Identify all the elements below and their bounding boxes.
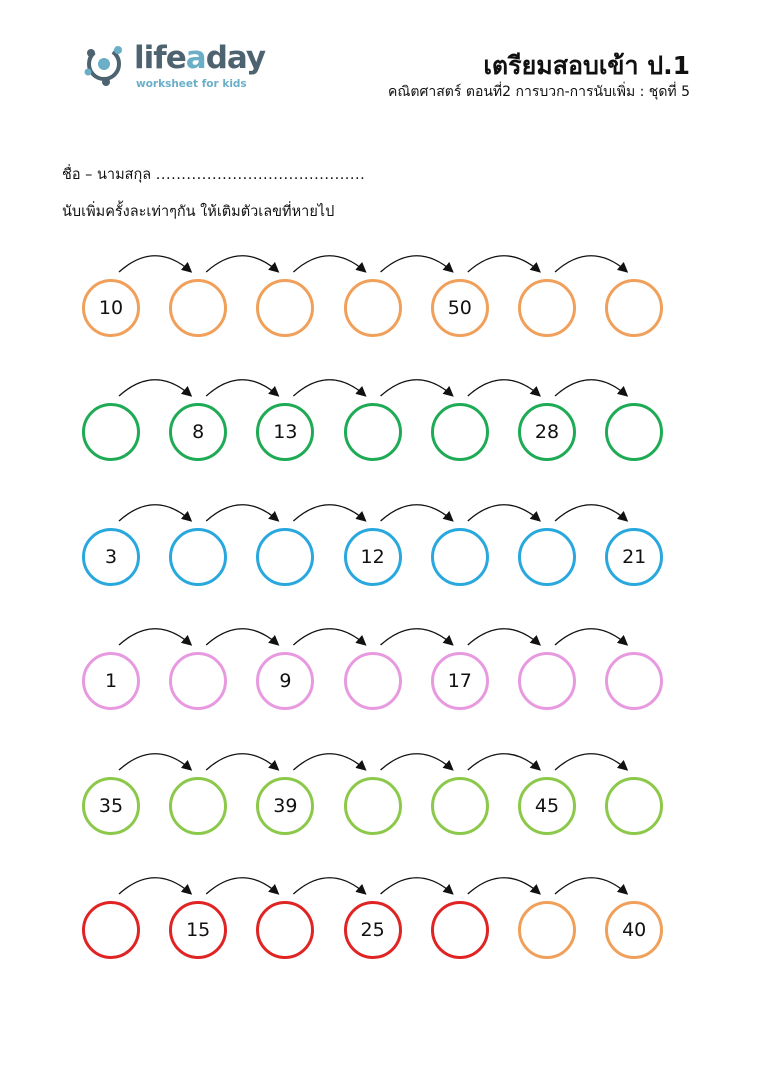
- arrow-icon: [555, 753, 626, 769]
- blank-answer-circle[interactable]: [431, 528, 489, 586]
- number-circle: 8: [169, 403, 227, 461]
- number-circle: 39: [256, 777, 314, 835]
- blank-answer-circle[interactable]: [82, 403, 140, 461]
- arrow-icon: [468, 256, 539, 272]
- blank-answer-circle[interactable]: [431, 777, 489, 835]
- worksheet-subtitle: คณิตศาสตร์ ตอนที่2 การบวก-การนับเพิ่ม : ชุดที่ 5: [388, 84, 690, 100]
- arrow-icon: [293, 256, 364, 272]
- name-dots: .........................................: [155, 167, 366, 183]
- blank-answer-circle[interactable]: [605, 279, 663, 337]
- arrow-icon: [293, 380, 364, 396]
- number-circle: 9: [256, 652, 314, 710]
- arrow-icon: [381, 505, 452, 521]
- arrow-icon: [206, 878, 277, 894]
- number-circle: 35: [82, 777, 140, 835]
- arrow-icon: [468, 878, 539, 894]
- number-circle: 17: [431, 652, 489, 710]
- blank-answer-circle[interactable]: [518, 652, 576, 710]
- number-circle: 50: [431, 279, 489, 337]
- arrow-icon: [468, 753, 539, 769]
- arrow-icon: [555, 878, 626, 894]
- number-circle: 13: [256, 403, 314, 461]
- arrow-icon: [381, 380, 452, 396]
- arrow-icon: [119, 505, 190, 521]
- worksheet-title: เตรียมสอบเข้า ป.1: [483, 51, 690, 80]
- number-circle: 28: [518, 403, 576, 461]
- arrow-icon: [468, 505, 539, 521]
- blank-answer-circle[interactable]: [169, 777, 227, 835]
- blank-answer-circle[interactable]: [431, 901, 489, 959]
- arrow-icon: [555, 629, 626, 645]
- arrow-icon: [381, 878, 452, 894]
- number-circle: 45: [518, 777, 576, 835]
- arrow-icon: [468, 380, 539, 396]
- blank-answer-circle[interactable]: [256, 901, 314, 959]
- number-circle: 21: [605, 528, 663, 586]
- arrow-icon: [381, 256, 452, 272]
- number-circle: 25: [344, 901, 402, 959]
- arrow-icon: [206, 380, 277, 396]
- number-circle: 1: [82, 652, 140, 710]
- number-circle: 10: [82, 279, 140, 337]
- blank-answer-circle[interactable]: [344, 403, 402, 461]
- arrow-icon: [293, 505, 364, 521]
- blank-answer-circle[interactable]: [344, 777, 402, 835]
- blank-answer-circle[interactable]: [605, 777, 663, 835]
- blank-answer-circle[interactable]: [169, 652, 227, 710]
- blank-answer-circle[interactable]: [518, 901, 576, 959]
- blank-answer-circle[interactable]: [256, 279, 314, 337]
- arrow-icon: [555, 380, 626, 396]
- blank-answer-circle[interactable]: [518, 279, 576, 337]
- name-label: ชื่อ – นามสกุล: [62, 167, 152, 183]
- number-circle: 15: [169, 901, 227, 959]
- number-circle: 3: [82, 528, 140, 586]
- arrow-icon: [293, 753, 364, 769]
- arrow-icon: [119, 753, 190, 769]
- arrow-icon: [468, 629, 539, 645]
- instruction-text: นับเพิ่มครั้งละเท่าๆกัน ให้เติมตัวเลขที่หายไป: [62, 204, 335, 220]
- arrow-icon: [119, 629, 190, 645]
- blank-answer-circle[interactable]: [518, 528, 576, 586]
- arrow-icon: [293, 878, 364, 894]
- number-circle: 12: [344, 528, 402, 586]
- arrow-icon: [555, 256, 626, 272]
- arrow-icon: [119, 380, 190, 396]
- arrow-icon: [381, 629, 452, 645]
- blank-answer-circle[interactable]: [344, 652, 402, 710]
- logo-tagline: worksheet for kids: [136, 78, 247, 90]
- blank-answer-circle[interactable]: [431, 403, 489, 461]
- blank-answer-circle[interactable]: [169, 279, 227, 337]
- blank-answer-circle[interactable]: [82, 901, 140, 959]
- blank-answer-circle[interactable]: [256, 528, 314, 586]
- logo-wordmark: lifeaday: [134, 40, 266, 76]
- blank-answer-circle[interactable]: [605, 652, 663, 710]
- arrow-icon: [206, 629, 277, 645]
- blank-answer-circle[interactable]: [344, 279, 402, 337]
- arrow-icon: [119, 878, 190, 894]
- arrow-icon: [293, 629, 364, 645]
- arrow-icon: [381, 753, 452, 769]
- arrow-icon: [206, 256, 277, 272]
- arrow-icon: [555, 505, 626, 521]
- number-circle: 40: [605, 901, 663, 959]
- arrow-icon: [206, 505, 277, 521]
- blank-answer-circle[interactable]: [605, 403, 663, 461]
- arrow-icon: [119, 256, 190, 272]
- arrow-icon: [206, 753, 277, 769]
- blank-answer-circle[interactable]: [169, 528, 227, 586]
